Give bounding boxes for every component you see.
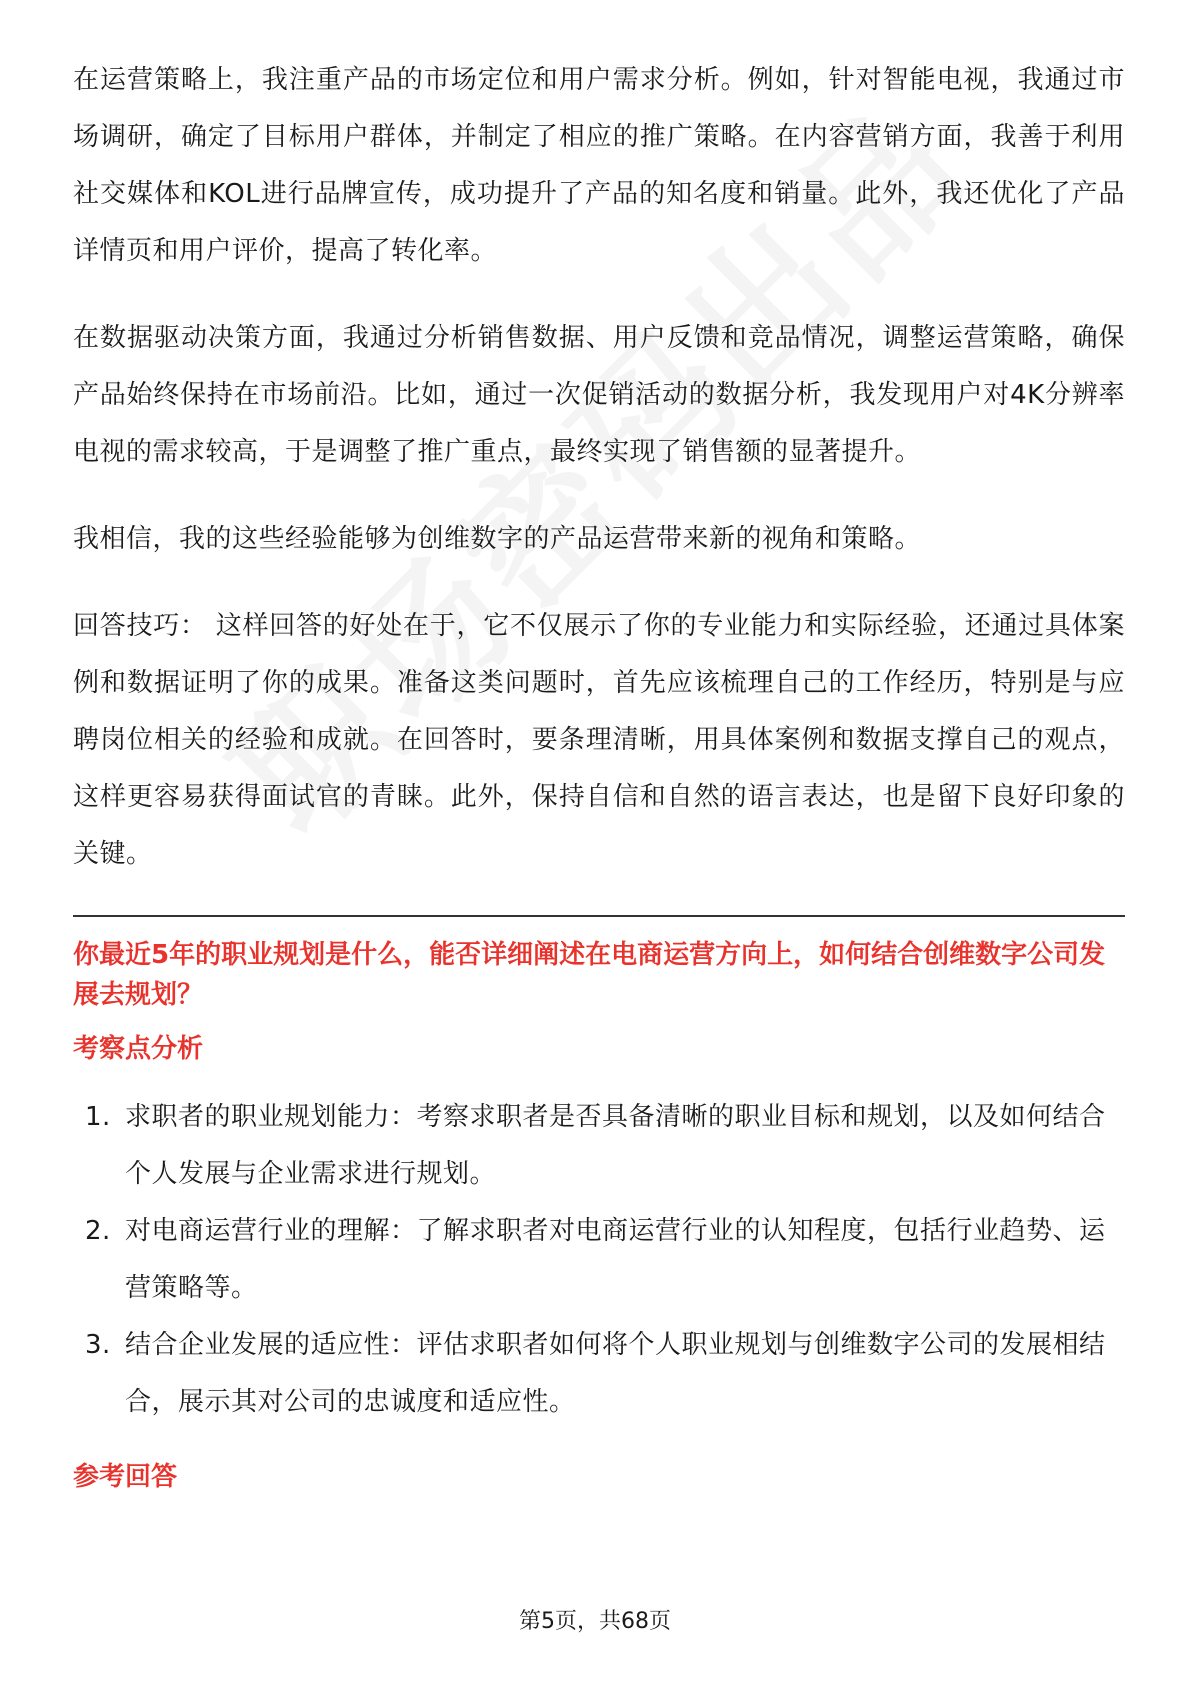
- page-footer: 第5页，共68页: [519, 1609, 671, 1634]
- list-item-text: 结合企业发展的适应性：评估求职者如何将个人职业规划与创维数字公司的发展相结合，展示其对公司的忠诚度和适应性。: [125, 1330, 1106, 1417]
- list-item-text: 求职者的职业规划能力：考察求职者是否具备清晰的职业目标和规划，以及如何结合个人发展与企业需求进行规划。: [125, 1102, 1106, 1189]
- list-item: [73, 1089, 1125, 1203]
- interview-question: 你最近5年的职业规划是什么，能否详细阐述在电商运营方向上，如何结合创维数字公司发展去规划？: [73, 940, 1106, 1010]
- analysis-list: [73, 1089, 1125, 1431]
- reference-answer-title: 参考回答: [73, 1462, 178, 1492]
- paragraph: 我相信，我的这些经验能够为创维数字的产品运营带来新的视角和策略。: [73, 524, 922, 554]
- paragraph: 在运营策略上，我注重产品的市场定位和用户需求分析。例如，针对智能电视，我通过市场调研，确定了目标用户群体，并制定了相应的推广策略。在内容营销方面，我善于利用社交媒体和KOL进行品牌宣传，成功提升了产品的知名度和销量。此外，我还优化了产品详情页和用户评价，提高了转化率。: [73, 65, 1125, 266]
- list-number: 2.: [85, 1216, 111, 1246]
- list-item: [73, 1203, 1125, 1317]
- analysis-title: 考察点分析: [73, 1034, 204, 1064]
- list-item-text: 对电商运营行业的理解：了解求职者对电商运营行业的认知程度，包括行业趋势、运营策略等。: [125, 1216, 1106, 1303]
- section-divider: [73, 915, 1125, 917]
- list-item: [73, 1317, 1125, 1431]
- list-number: 1.: [85, 1102, 111, 1132]
- document-page: [73, 52, 1125, 1497]
- paragraph: 在数据驱动决策方面，我通过分析销售数据、用户反馈和竞品情况，调整运营策略，确保产品始终保持在市场前沿。比如，通过一次促销活动的数据分析，我发现用户对4K分辨率电视的需求较高，于是调整了推广重点，最终实现了销售额的显著提升。: [73, 323, 1125, 467]
- answer-tips-paragraph: 回答技巧： 这样回答的好处在于，它不仅展示了你的专业能力和实际经验，还通过具体案例和数据证明了你的成果。准备这类问题时，首先应该梳理自己的工作经历，特别是与应聘岗位相关的经验和成就。在回答时，要条理清晰，用具体案例和数据支撑自己的观点，这样更容易获得面试官的青睐。此外，保持自信和自然的语言表达，也是留下良好印象的关键。: [73, 611, 1125, 869]
- list-number: 3.: [85, 1330, 111, 1360]
